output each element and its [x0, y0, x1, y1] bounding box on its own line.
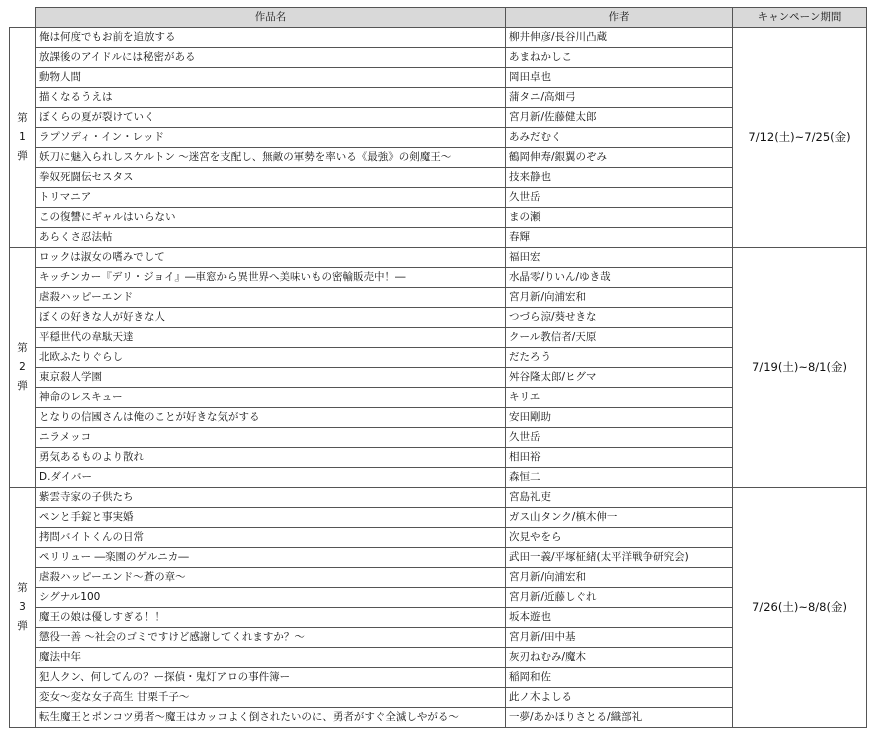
author-cell: つづら涼/葵せきな	[506, 308, 733, 328]
work-title-cell: あらくさ忍法帖	[36, 228, 506, 248]
header-blank	[10, 8, 36, 28]
author-cell: 舛谷隆太郎/ヒグマ	[506, 368, 733, 388]
work-title-cell: 転生魔王とポンコツ勇者～魔王はカッコよく倒されたいのに、勇者がすぐ全滅しやがる～	[36, 708, 506, 728]
table-row	[10, 248, 867, 268]
author-cell: 久世岳	[506, 188, 733, 208]
work-title-cell: となりの信國さんは俺のことが好きな気がする	[36, 408, 506, 428]
work-title-cell: 犯人クン、何してんの？ー探偵・鬼灯アロの事件簿ー	[36, 668, 506, 688]
work-title-cell: 神命のレスキュー	[36, 388, 506, 408]
work-title-cell: 平穏世代の韋駄天達	[36, 328, 506, 348]
wave-label-char: 3	[19, 601, 26, 613]
author-cell: あみだむく	[506, 128, 733, 148]
author-cell: 宮月新/向浦宏和	[506, 568, 733, 588]
author-cell: 一夢/あかほりさとる/織部礼	[506, 708, 733, 728]
author-cell: 福田宏	[506, 248, 733, 268]
author-cell: 稲岡和佐	[506, 668, 733, 688]
table-body	[10, 28, 867, 728]
wave-label-char: 1	[19, 131, 26, 143]
wave-label-char: 弾	[17, 620, 28, 632]
wave-label-char: 2	[19, 361, 26, 373]
author-cell: 安田剛助	[506, 408, 733, 428]
author-cell: 宮月新/田中基	[506, 628, 733, 648]
work-title-cell: ラプソディ・イン・レッド	[36, 128, 506, 148]
work-title-cell: 勇気あるものより散れ	[36, 448, 506, 468]
wave-label	[10, 488, 36, 728]
campaign-period-cell: 7/26(土)~8/8(金)	[733, 488, 867, 728]
author-cell: 宮月新/佐藤健太郎	[506, 108, 733, 128]
wave-label	[10, 28, 36, 248]
work-title-cell: 虐殺ハッピーエンド～蒼の章～	[36, 568, 506, 588]
work-title-cell: ロックは淑女の嗜みでして	[36, 248, 506, 268]
work-title-cell: 拷問バイトくんの日常	[36, 528, 506, 548]
work-title-cell: 魔法中年	[36, 648, 506, 668]
work-title-cell: ニラメッコ	[36, 428, 506, 448]
work-title-cell: 動物人間	[36, 68, 506, 88]
author-cell: クール教信者/天原	[506, 328, 733, 348]
work-title-cell: トリマニア	[36, 188, 506, 208]
author-cell: だたろう	[506, 348, 733, 368]
work-title-cell: 放課後のアイドルには秘密がある	[36, 48, 506, 68]
author-cell: あまねかしこ	[506, 48, 733, 68]
work-title-cell: 東京殺人学園	[36, 368, 506, 388]
header-period: キャンペーン期間	[733, 8, 867, 28]
work-title-cell: 魔王の娘は優しすぎる！！	[36, 608, 506, 628]
work-title-cell: 紫雲寺家の子供たち	[36, 488, 506, 508]
work-title-cell: キッチンカー『デリ・ジョイ』―車窓から異世界へ美味いもの密輸販売中！―	[36, 268, 506, 288]
author-cell: まの瀬	[506, 208, 733, 228]
wave-label-char: 第	[17, 582, 28, 594]
author-cell: 技来静也	[506, 168, 733, 188]
header-title: 作品名	[36, 8, 506, 28]
author-cell: 此ノ木よしる	[506, 688, 733, 708]
work-title-cell: 妖刀に魅入られしスケルトン ～迷宮を支配し、無敵の軍勢を率いる《最強》の剣魔王～	[36, 148, 506, 168]
author-cell: 宮月新/近藤しぐれ	[506, 588, 733, 608]
wave-label-char: 弾	[17, 150, 28, 162]
work-title-cell: この復讐にギャルはいらない	[36, 208, 506, 228]
author-cell: 坂本遊也	[506, 608, 733, 628]
table-row	[10, 28, 867, 48]
campaign-table	[9, 7, 867, 728]
work-title-cell: ぼくらの夏が裂けていく	[36, 108, 506, 128]
author-cell: 宮月新/向浦宏和	[506, 288, 733, 308]
author-cell: 相田裕	[506, 448, 733, 468]
author-cell: 久世岳	[506, 428, 733, 448]
campaign-period-cell: 7/12(土)~7/25(金)	[733, 28, 867, 248]
work-title-cell: 懲役一善 ～社会のゴミですけど感謝してくれますか？～	[36, 628, 506, 648]
work-title-cell: D.ダイバー	[36, 468, 506, 488]
header-author: 作者	[506, 8, 733, 28]
header-row	[10, 8, 867, 28]
work-title-cell: 変女～変な女子高生 甘栗千子～	[36, 688, 506, 708]
work-title-cell: 虐殺ハッピーエンド	[36, 288, 506, 308]
author-cell: キリエ	[506, 388, 733, 408]
work-title-cell: 拳奴死闘伝セスタス	[36, 168, 506, 188]
author-cell: ガス山タンク/槙木伸一	[506, 508, 733, 528]
work-title-cell: ペリリュー ―楽園のゲルニカ―	[36, 548, 506, 568]
work-title-cell: 北欧ふたりぐらし	[36, 348, 506, 368]
author-cell: 水晶零/りいん/ゆき哉	[506, 268, 733, 288]
wave-label-char: 弾	[17, 380, 28, 392]
author-cell: 灰刃ねむみ/魔木	[506, 648, 733, 668]
work-title-cell: ぼくの好きな人が好きな人	[36, 308, 506, 328]
author-cell: 次見やをら	[506, 528, 733, 548]
author-cell: 蒲タニ/高畑弓	[506, 88, 733, 108]
work-title-cell: 俺は何度でもお前を追放する	[36, 28, 506, 48]
work-title-cell: シグナル100	[36, 588, 506, 608]
campaign-period-cell: 7/19(土)~8/1(金)	[733, 248, 867, 488]
work-title-cell: ペンと手錠と事実婚	[36, 508, 506, 528]
author-cell: 柳井伸彦/長谷川凸蔵	[506, 28, 733, 48]
author-cell: 森恒二	[506, 468, 733, 488]
author-cell: 鶴岡伸寿/銀翼のぞみ	[506, 148, 733, 168]
author-cell: 宮島礼吏	[506, 488, 733, 508]
author-cell: 春輝	[506, 228, 733, 248]
wave-label-char: 第	[17, 342, 28, 354]
work-title-cell: 描くなるうえは	[36, 88, 506, 108]
table-row	[10, 488, 867, 508]
wave-label	[10, 248, 36, 488]
wave-label-char: 第	[17, 112, 28, 124]
author-cell: 岡田卓也	[506, 68, 733, 88]
author-cell: 武田一義/平塚柾緒(太平洋戦争研究会)	[506, 548, 733, 568]
